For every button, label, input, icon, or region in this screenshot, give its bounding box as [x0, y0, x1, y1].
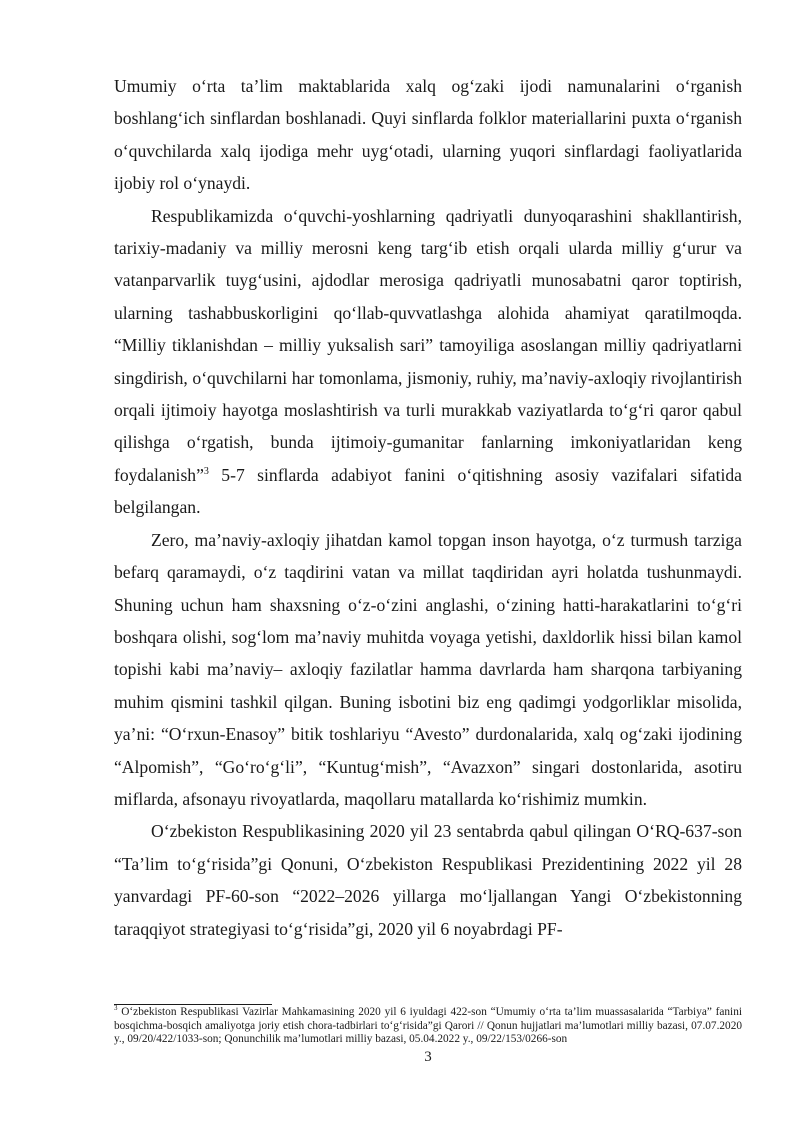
footnote-marker: 3: [114, 1004, 118, 1013]
paragraph-1: Umumiy o‘rta ta’lim maktablarida xalq og‘zaki ijodi namunalarini o‘rganish boshlang‘ich sinflardan boshlanadi. Quyi sinflarda folklor materiallarini puxta o‘rganish o‘quvchilarda xalq ijodiga mehr uyg‘otadi, ularning yuqori sinflardagi faoliyatlarida ijobiy rol o‘ynaydi.: [114, 76, 742, 194]
page-body: [114, 70, 742, 945]
paragraph-4: O‘zbekiston Respublikasining 2020 yil 23 sentabrda qabul qilingan O‘RQ-637-son “Ta’lim to‘g‘risida”gi Qonuni, O‘zbekiston Respublikasi Prezidentining 2022 yil 28 yanvardagi PF-60-son “2022–2026 yillarga mo‘ljallangan Yangi O‘zbekistonning taraqqiyot strategiyasi to‘g‘risida”gi, 2020 yil 6 noyabrdagi PF-: [114, 821, 742, 939]
paragraph-2: [114, 200, 742, 524]
paragraph-3: Zero, ma’naviy-axloqiy jihatdan kamol topgan inson hayotga, o‘z turmush tarziga befarq qaramaydi, o‘z taqdirini vatan va millat taqdiridan ayri holatda tushunmaydi. Shuning uchun ham shaxsning o‘z-o‘zini anglashi, o‘zining hatti-harakatlarini to‘g‘ri boshqara olishi, sog‘lom ma’naviy muhitda voyaga yetishi, daxldorlik hissi bilan kamol topishi kabi ma’naviy– axloqiy fazilatlar hamma davrlarda ham sharqona tarbiyaning muhim qismini tashkil qilgan. Buning isbotini biz eng qadimgi yodgorliklar misolida, ya’ni: “O‘rxun-Enasoy” bitik toshlariyu “Avesto” durdonalarida, xalq og‘zaki ijodining “Alpomish”, “Go‘ro‘g‘li”, “Kuntug‘mish”, “Avazxon” singari dostonlarida, asotiru miflarda, afsonayu rivoyatlarda, maqollaru matallarda ko‘rishimiz mumkin.: [114, 529, 742, 809]
footnote-separator: [114, 1004, 272, 1005]
page-number: 3: [424, 1049, 432, 1065]
footnote-text: O‘zbekiston Respublikasi Vazirlar Mahkamasining 2020 yil 6 iyuldagi 422-son “Umumiy o‘rta ta’lim muassasalarida “Tarbiya” fanini bosqichma-bosqich amaliyotga joriy etish chora-tadbirlari to‘g‘risida”gi Qarori // Qonun hujjatlari ma’lumotlari milliy bazasi, 07.07.2020 y., 09/20/422/1033-son; Qonunchilik ma’lumotlari milliy bazasi, 05.04.2022 y., 09/22/153/0266-son: [114, 1006, 742, 1046]
footnote: [114, 1006, 742, 1047]
paragraph-2-text-a: Respublikamizda o‘quvchi-yoshlarning qadriyatli dunyoqarashini shakllantirish, tarixiy-madaniy va milliy merosni keng targ‘ib etish orqali ularda milliy g‘urur va vatanparvarlik tuyg‘usini, ajdodlar merosiga qadriyatli munosabatni qaror toptirish, ularning tashabbuskorligini qo‘llab-quvvatlashga alohida ahamiyat qaratilmoqda. “Milliy tiklanishdan – milliy yuksalish sari” tamoyiliga asoslangan milliy qadriyatlarni singdirish, o‘quvchilarni har tomonlama, jismoniy, ruhiy, ma’naviy-axloqiy rivojlantirish orqali ijtimoiy hayotga moslashtirish va turli murakkab vaziyatlarda to‘g‘ri qaror qabul qilishga o‘rgatish, bunda ijtimoiy-gumanitar fanlarning imkoniyatlaridan keng foydalanish”: [114, 205, 742, 485]
paragraph-2-text-b: 5-7 sinflarda adabiyot fanini o‘qitishning asosiy vazifalari sifatida belgilangan.: [114, 464, 742, 518]
footnote-reference[interactable]: 3: [203, 466, 209, 478]
